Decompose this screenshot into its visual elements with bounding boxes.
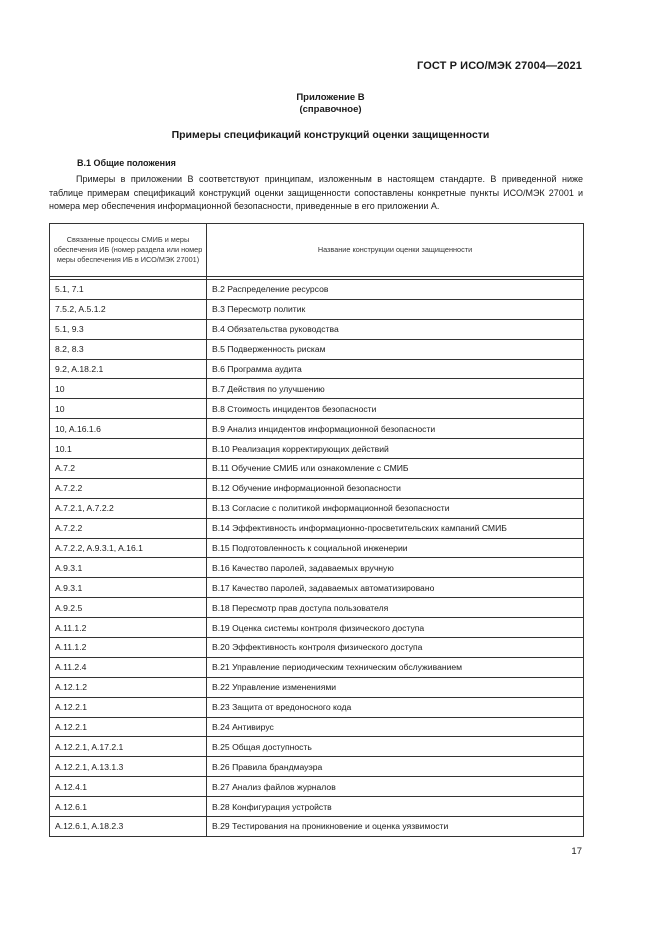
table-row (50, 817, 584, 837)
table-row (50, 598, 584, 618)
table-cell-process-ref: 10.1 (50, 439, 207, 459)
table-cell-process-ref: 5.1, 7.1 (50, 280, 207, 300)
table-cell-construct-name: B.2 Распределение ресурсов (207, 280, 584, 300)
table-cell-construct-name: B.25 Общая доступность (207, 737, 584, 757)
table-cell-construct-name: B.11 Обучение СМИБ или ознакомление с СМИБ (207, 459, 584, 479)
table-cell-construct-name: B.15 Подготовленность к социальной инженерии (207, 538, 584, 558)
table-cell-construct-name: B.18 Пересмотр прав доступа пользователя (207, 598, 584, 618)
table-row (50, 737, 584, 757)
annex-subtitle: (справочное) (299, 104, 362, 115)
table-cell-process-ref: A.12.1.2 (50, 677, 207, 697)
table-header-construct-name: Название конструкции оценки защищенности (207, 224, 584, 277)
table-cell-process-ref: A.12.2.1, A.17.2.1 (50, 737, 207, 757)
table-header-row (50, 224, 584, 277)
table-row (50, 439, 584, 459)
table-row (50, 419, 584, 439)
table-cell-construct-name: B.27 Анализ файлов журналов (207, 777, 584, 797)
table-cell-construct-name: B.20 Эффективность контроля физического доступа (207, 638, 584, 658)
table-cell-construct-name: B.7 Действия по улучшению (207, 379, 584, 399)
page-number: 17 (571, 846, 582, 857)
table-row (50, 797, 584, 817)
table-cell-process-ref: A.11.1.2 (50, 638, 207, 658)
table-cell-process-ref: A.12.2.1, A.13.1.3 (50, 757, 207, 777)
table-cell-process-ref: 8.2, 8.3 (50, 339, 207, 359)
annex-title: Приложение B (296, 92, 365, 103)
section-heading: Примеры спецификаций конструкций оценки защищенности (171, 129, 490, 141)
table-cell-process-ref: A.7.2.2 (50, 478, 207, 498)
table-cell-construct-name: B.24 Антивирус (207, 717, 584, 737)
table-cell-process-ref: A.12.2.1 (50, 697, 207, 717)
table-body (50, 280, 584, 837)
table-row (50, 638, 584, 658)
table-row (50, 478, 584, 498)
table-cell-construct-name: B.4 Обязательства руководства (207, 319, 584, 339)
table-row (50, 299, 584, 319)
table-cell-construct-name: B.5 Подверженность рискам (207, 339, 584, 359)
table-row (50, 359, 584, 379)
table-cell-process-ref: A.12.6.1 (50, 797, 207, 817)
table-cell-process-ref: A.7.2 (50, 459, 207, 479)
table-cell-construct-name: B.14 Эффективность информационно-просветительских кампаний СМИБ (207, 518, 584, 538)
table-cell-process-ref: A.7.2.2, A.9.3.1, A.16.1 (50, 538, 207, 558)
table-cell-process-ref: A.9.3.1 (50, 558, 207, 578)
table-cell-construct-name: B.29 Тестирования на проникновение и оценка уязвимости (207, 817, 584, 837)
standard-header: ГОСТ Р ИСО/МЭК 27004—2021 (417, 60, 582, 72)
table-row (50, 578, 584, 598)
table-cell-construct-name: B.16 Качество паролей, задаваемых вручную (207, 558, 584, 578)
table-cell-process-ref: 10 (50, 399, 207, 419)
clause-paragraph: Примеры в приложении B соответствуют принципам, изложенным в настоящем стандарте. В приведенной ниже таблице примерам спецификаций конструкций оценки защищенности сопоставлены конкретные пункты ИСО/МЭК 27001 и номера мер обеспечения информационной безопасности, приведенные в его приложении А. (49, 174, 583, 211)
table-cell-construct-name: B.28 Конфигурация устройств (207, 797, 584, 817)
clause-title: B.1 Общие положения (77, 158, 176, 168)
table-cell-process-ref: A.11.1.2 (50, 618, 207, 638)
table-header-processes: Связанные процессы СМИБ и меры обеспечения ИБ (номер раздела или номер меры обеспечения ИБ в ИСО/МЭК 27001) (50, 224, 207, 277)
table-row (50, 538, 584, 558)
table-cell-process-ref: 10, A.16.1.6 (50, 419, 207, 439)
table-row (50, 618, 584, 638)
table-row (50, 657, 584, 677)
table-cell-construct-name: B.12 Обучение информационной безопасности (207, 478, 584, 498)
table-cell-construct-name: B.26 Правила брандмауэра (207, 757, 584, 777)
table-row (50, 379, 584, 399)
table-row (50, 319, 584, 339)
table-cell-process-ref: A.7.2.1, A.7.2.2 (50, 498, 207, 518)
table-cell-process-ref: A.12.2.1 (50, 717, 207, 737)
specification-table (49, 223, 584, 837)
table-row (50, 558, 584, 578)
annex-heading (0, 92, 661, 116)
table-row (50, 518, 584, 538)
table-row (50, 677, 584, 697)
table-cell-construct-name: B.19 Оценка системы контроля физического доступа (207, 618, 584, 638)
table-row (50, 717, 584, 737)
table-cell-process-ref: A.11.2.4 (50, 657, 207, 677)
table-cell-process-ref: A.7.2.2 (50, 518, 207, 538)
table-cell-construct-name: B.9 Анализ инцидентов информационной безопасности (207, 419, 584, 439)
table-cell-process-ref: A.12.6.1, A.18.2.3 (50, 817, 207, 837)
table-cell-process-ref: 9.2, A.18.2.1 (50, 359, 207, 379)
table-cell-process-ref: 7.5.2, A.5.1.2 (50, 299, 207, 319)
table-cell-process-ref: A.9.3.1 (50, 578, 207, 598)
table-row (50, 697, 584, 717)
table-row (50, 459, 584, 479)
table-cell-construct-name: B.22 Управление изменениями (207, 677, 584, 697)
table-row (50, 757, 584, 777)
table-row (50, 280, 584, 300)
table (49, 223, 584, 837)
table-cell-construct-name: B.10 Реализация корректирующих действий (207, 439, 584, 459)
table-cell-process-ref: 10 (50, 379, 207, 399)
table-cell-construct-name: B.13 Согласие с политикой информационной безопасности (207, 498, 584, 518)
table-row (50, 777, 584, 797)
table-row (50, 399, 584, 419)
table-row (50, 339, 584, 359)
table-cell-process-ref: 5.1, 9.3 (50, 319, 207, 339)
table-row (50, 498, 584, 518)
table-cell-construct-name: B.23 Защита от вредоносного кода (207, 697, 584, 717)
table-cell-construct-name: B.6 Программа аудита (207, 359, 584, 379)
table-cell-process-ref: A.9.2.5 (50, 598, 207, 618)
table-cell-construct-name: B.8 Стоимость инцидентов безопасности (207, 399, 584, 419)
table-cell-construct-name: B.21 Управление периодическим техническим обслуживанием (207, 657, 584, 677)
table-cell-process-ref: A.12.4.1 (50, 777, 207, 797)
table-cell-construct-name: B.17 Качество паролей, задаваемых автоматизировано (207, 578, 584, 598)
table-cell-construct-name: B.3 Пересмотр политик (207, 299, 584, 319)
